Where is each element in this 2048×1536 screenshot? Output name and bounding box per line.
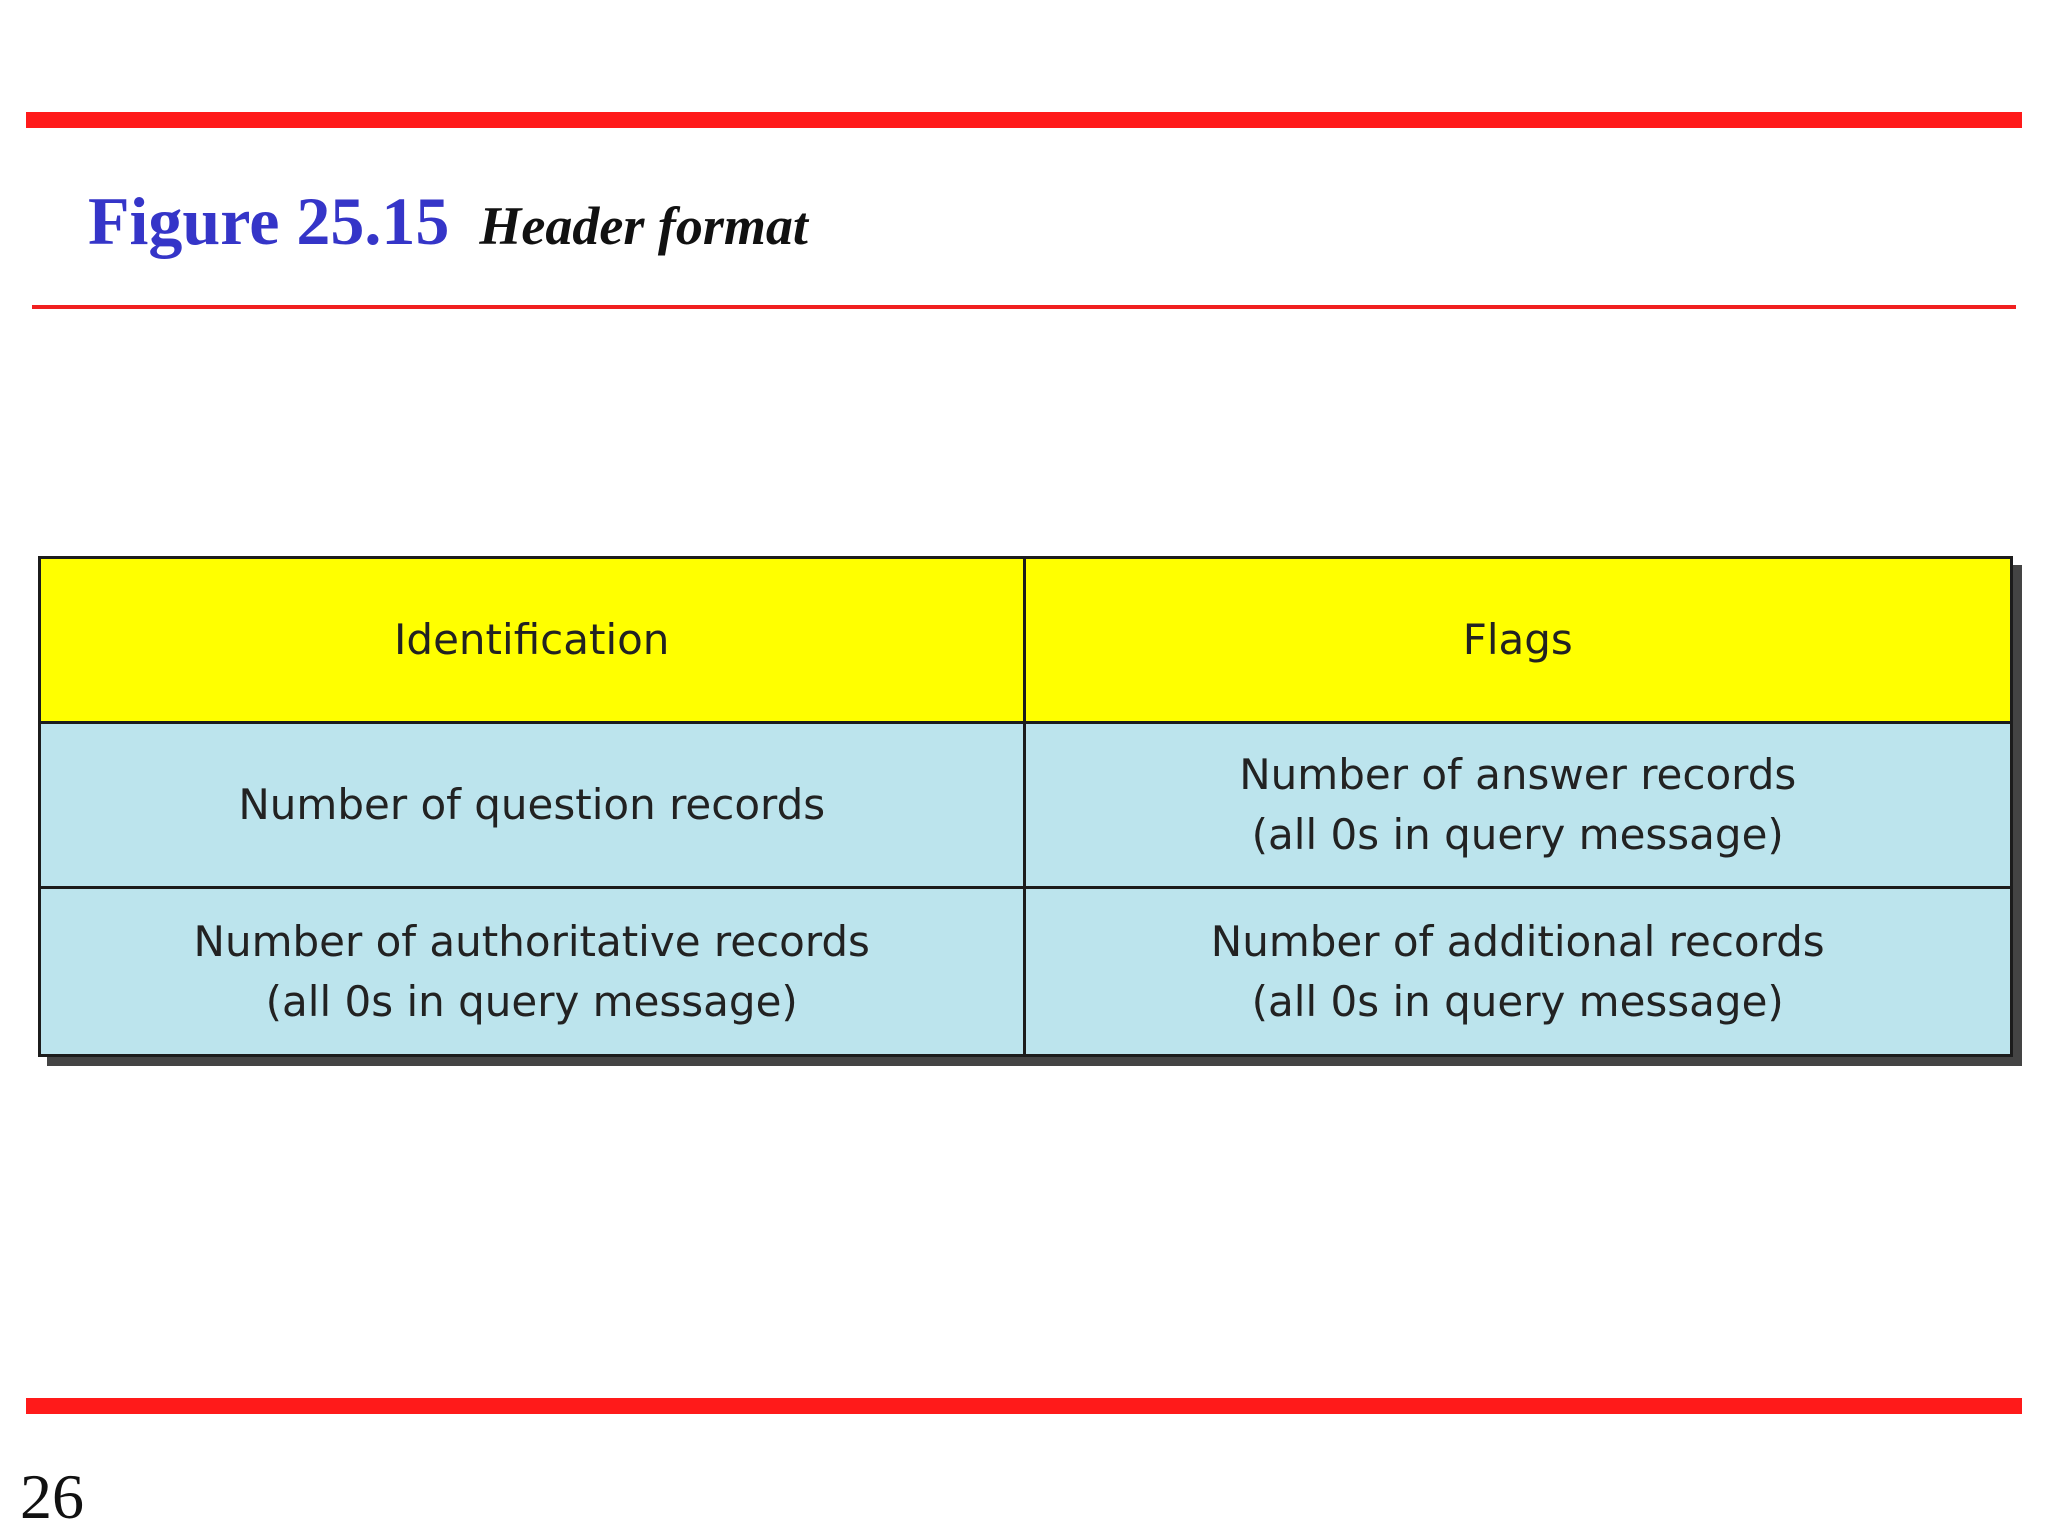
flags-field — [1026, 559, 2011, 724]
bottom-accent-rule — [26, 1398, 2022, 1414]
question-records-field — [41, 724, 1026, 889]
additional-records-label: Number of additional records — [1210, 916, 1825, 966]
figure-caption: Header format — [479, 196, 808, 256]
top-accent-rule — [26, 112, 2022, 128]
page-number: 26 — [20, 1461, 84, 1532]
answer-records-note: (all 0s in query message) — [1251, 810, 1784, 859]
figure-title — [88, 182, 808, 261]
authoritative-records-label: Number of authoritative records — [193, 916, 870, 966]
additional-records-note: (all 0s in query message) — [1251, 976, 1784, 1026]
question-records-label: Number of question records — [238, 780, 826, 829]
flags-label: Flags — [1462, 615, 1573, 664]
identification-field — [41, 559, 1026, 724]
title-underline-rule — [32, 305, 2016, 309]
identification-label: Identification — [394, 615, 670, 664]
answer-records-label: Number of answer records — [1239, 750, 1797, 799]
figure-label: Figure 25.15 — [88, 183, 450, 259]
authoritative-records-note: (all 0s in query message) — [265, 976, 798, 1026]
authoritative-records-field — [41, 889, 1026, 1054]
additional-records-field — [1026, 889, 2011, 1054]
answer-records-field — [1026, 724, 2011, 889]
dns-header-format-diagram — [38, 556, 2013, 1057]
